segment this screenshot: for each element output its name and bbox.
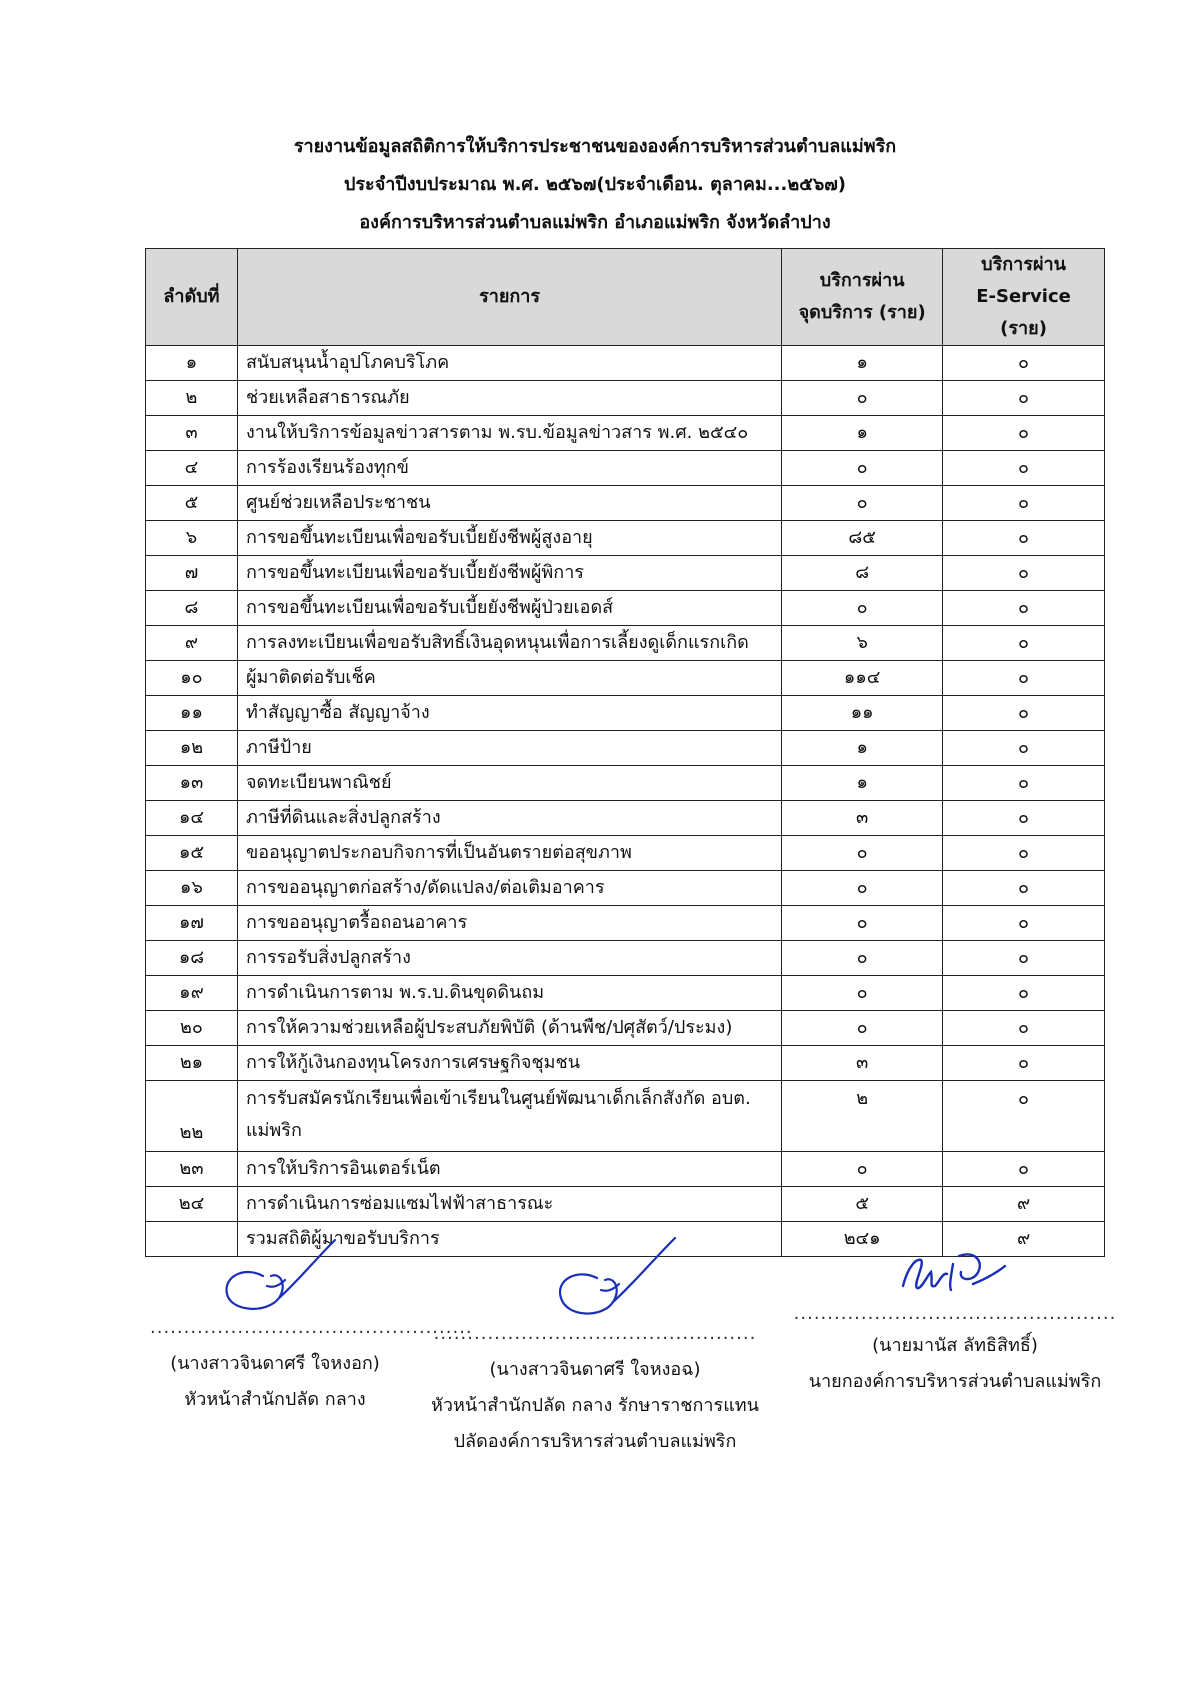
row-onsite: ๐ xyxy=(782,906,943,941)
row-onsite: ๑ xyxy=(782,416,943,451)
row-no: ๒ xyxy=(146,381,238,416)
row-item xyxy=(237,1081,781,1152)
row-item-line1: การรับสมัครนักเรียนเพื่อเข้าเรียนในศูนย์พัฒนาเด็กเล็กสังกัด อบต. xyxy=(245,1088,751,1109)
table-row xyxy=(146,381,1105,416)
total-onsite: ๒๔๑ xyxy=(782,1222,943,1257)
row-item: การขอขึ้นทะเบียนเพื่อขอรับเบี้ยยังชีพผู้ป่วยเอดส์ xyxy=(237,591,781,626)
row-no: ๗ xyxy=(146,556,238,591)
signature-middle-name: (นางสาวจินดาศรี ใจหงอฉ) xyxy=(489,1359,701,1380)
row-no: ๑๓ xyxy=(146,766,238,801)
header-eservice-line2: E-Service (ราย) xyxy=(976,286,1071,339)
row-no: ๑ xyxy=(146,346,238,381)
statistics-table xyxy=(145,248,1105,1257)
row-item: การขออนุญาตรื้อถอนอาคาร xyxy=(237,906,781,941)
row-eservice: ๐ xyxy=(943,836,1105,871)
row-item: การลงทะเบียนเพื่อขอรับสิทธิ์เงินอุดหนุนเพื่อการเลี้ยงดูเด็กแรกเกิด xyxy=(237,626,781,661)
row-no: ๙ xyxy=(146,626,238,661)
row-no: ๑๔ xyxy=(146,801,238,836)
row-onsite: ๐ xyxy=(782,871,943,906)
signature-right-image xyxy=(855,1236,1055,1306)
row-item: สนับสนุนน้ำอุปโภคบริโภค xyxy=(237,346,781,381)
signature-middle-image xyxy=(485,1236,705,1326)
row-item: การขอขึ้นทะเบียนเพื่อขอรับเบี้ยยังชีพผู้พิการ xyxy=(237,556,781,591)
table-row xyxy=(146,1081,1105,1152)
row-item: การขอขึ้นทะเบียนเพื่อขอรับเบี้ยยังชีพผู้สูงอายุ xyxy=(237,521,781,556)
row-onsite: ๐ xyxy=(782,486,943,521)
row-no: ๒๑ xyxy=(146,1046,238,1081)
row-onsite: ๘ xyxy=(782,556,943,591)
row-eservice: ๐ xyxy=(943,591,1105,626)
signature-middle-dots: ................................................ xyxy=(433,1323,757,1344)
row-eservice: ๐ xyxy=(943,1011,1105,1046)
row-no: ๑๕ xyxy=(146,836,238,871)
table-row xyxy=(146,836,1105,871)
row-no: ๓ xyxy=(146,416,238,451)
row-eservice: ๐ xyxy=(943,451,1105,486)
row-eservice: ๙ xyxy=(943,1187,1105,1222)
row-onsite: ๐ xyxy=(782,836,943,871)
row-onsite: ๑ xyxy=(782,346,943,381)
row-onsite: ๘๕ xyxy=(782,521,943,556)
row-item: การร้องเรียนร้องทุกข์ xyxy=(237,451,781,486)
table-row xyxy=(146,976,1105,1011)
row-item: การให้บริการอินเตอร์เน็ต xyxy=(237,1152,781,1187)
row-item: การให้ความช่วยเหลือผู้ประสบภัยพิบัติ (ด้านพืช/ปศุสัตว์/ประมง) xyxy=(237,1011,781,1046)
table-row xyxy=(146,346,1105,381)
row-item: จดทะเบียนพาณิชย์ xyxy=(237,766,781,801)
row-eservice: ๐ xyxy=(943,416,1105,451)
row-eservice: ๐ xyxy=(943,941,1105,976)
row-onsite: ๑ xyxy=(782,766,943,801)
signature-right-position: นายกองค์การบริหารส่วนตำบลแม่พริก xyxy=(808,1371,1102,1392)
signature-middle-position-2: ปลัดองค์การบริหารส่วนตำบลแม่พริก xyxy=(453,1431,737,1452)
row-item: ขออนุญาตประกอบกิจการที่เป็นอันตรายต่อสุขภาพ xyxy=(237,836,781,871)
table-row xyxy=(146,416,1105,451)
row-eservice: ๐ xyxy=(943,346,1105,381)
header-item xyxy=(237,249,781,346)
signature-left-position: หัวหน้าสำนักปลัด กลาง xyxy=(184,1389,366,1410)
row-item: งานให้บริการข้อมูลข่าวสารตาม พ.รบ.ข้อมูลข่าวสาร พ.ศ. ๒๕๔๐ xyxy=(237,416,781,451)
row-no: ๒๔ xyxy=(146,1187,238,1222)
row-item: ช่วยเหลือสาธารณภัย xyxy=(237,381,781,416)
row-onsite: ๐ xyxy=(782,451,943,486)
report-title: รายงานข้อมูลสถิติการให้บริการประชาชนขององค์การบริหารส่วนตำบลแม่พริก xyxy=(293,136,897,157)
row-item: การรอรับสิ่งปลูกสร้าง xyxy=(237,941,781,976)
header-no-label: ลำดับที่ xyxy=(163,286,220,307)
row-item-line2: แม่พริก xyxy=(245,1120,302,1141)
row-item: ศูนย์ช่วยเหลือประชาชน xyxy=(237,486,781,521)
table-row xyxy=(146,906,1105,941)
row-onsite: ๐ xyxy=(782,1152,943,1187)
row-no: ๑๗ xyxy=(146,906,238,941)
signature-middle-position-1: หัวหน้าสำนักปลัด กลาง รักษาราชการแทน xyxy=(431,1395,759,1416)
row-eservice: ๐ xyxy=(943,381,1105,416)
row-onsite: ๐ xyxy=(782,591,943,626)
row-no: ๒๓ xyxy=(146,1152,238,1187)
row-onsite: ๐ xyxy=(782,941,943,976)
signature-block-right xyxy=(790,1236,1120,1400)
row-onsite: ๓ xyxy=(782,801,943,836)
row-onsite: ๑ xyxy=(782,731,943,766)
row-item: การดำเนินการตาม พ.ร.บ.ดินขุดดินถม xyxy=(237,976,781,1011)
report-title-block xyxy=(0,128,1190,242)
row-onsite: ๒ xyxy=(782,1081,943,1152)
report-organization: องค์การบริหารส่วนตำบลแม่พริก อำเภอแม่พริก จังหวัดลำปาง xyxy=(359,212,831,233)
table-row xyxy=(146,1187,1105,1222)
row-eservice: ๐ xyxy=(943,1081,1105,1152)
signature-left-dots: ................................................ xyxy=(150,1317,473,1338)
row-onsite: ๕ xyxy=(782,1187,943,1222)
table-row xyxy=(146,1011,1105,1046)
table-row xyxy=(146,696,1105,731)
row-eservice: ๐ xyxy=(943,556,1105,591)
row-no: ๔ xyxy=(146,451,238,486)
signature-left-name: (นางสาวจินดาศรี ใจหงอก) xyxy=(170,1353,380,1374)
row-item: ทำสัญญาซื้อ สัญญาจ้าง xyxy=(237,696,781,731)
row-eservice: ๐ xyxy=(943,731,1105,766)
row-eservice: ๐ xyxy=(943,801,1105,836)
row-no: ๑๘ xyxy=(146,941,238,976)
table-header-row xyxy=(146,249,1105,346)
table-row xyxy=(146,591,1105,626)
signature-right-dots: ................................................ xyxy=(793,1303,1117,1324)
row-no: ๑๐ xyxy=(146,661,238,696)
report-fiscal-year: ประจำปีงบประมาณ พ.ศ. ๒๕๖๗(ประจำเดือน. ตุลาคม...๒๕๖๗) xyxy=(343,174,847,195)
row-eservice: ๐ xyxy=(943,661,1105,696)
row-eservice: ๐ xyxy=(943,766,1105,801)
row-eservice: ๐ xyxy=(943,486,1105,521)
row-onsite: ๑๑๔ xyxy=(782,661,943,696)
table-row xyxy=(146,556,1105,591)
table-row xyxy=(146,626,1105,661)
header-onsite-line2: จุดบริการ (ราย) xyxy=(798,302,926,323)
signature-right-name: (นายมานัส ลัทธิสิทธิ์) xyxy=(872,1335,1038,1356)
row-no: ๖ xyxy=(146,521,238,556)
row-onsite: ๓ xyxy=(782,1046,943,1081)
table-row xyxy=(146,801,1105,836)
row-eservice: ๐ xyxy=(943,1046,1105,1081)
table-row xyxy=(146,486,1105,521)
row-item: ผู้มาติดต่อรับเช็ค xyxy=(237,661,781,696)
row-item: ภาษีป้าย xyxy=(237,731,781,766)
table-row xyxy=(146,451,1105,486)
row-no: ๑๒ xyxy=(146,731,238,766)
table-row xyxy=(146,661,1105,696)
row-eservice: ๐ xyxy=(943,696,1105,731)
row-no: ๕ xyxy=(146,486,238,521)
row-no: ๑๙ xyxy=(146,976,238,1011)
row-no: ๒๒ xyxy=(146,1081,238,1152)
total-eservice: ๙ xyxy=(943,1222,1105,1257)
table-row xyxy=(146,941,1105,976)
row-onsite: ๖ xyxy=(782,626,943,661)
row-onsite: ๑๑ xyxy=(782,696,943,731)
row-eservice: ๐ xyxy=(943,1152,1105,1187)
row-no: ๑๑ xyxy=(146,696,238,731)
row-no: ๘ xyxy=(146,591,238,626)
table-row xyxy=(146,871,1105,906)
signature-left-image xyxy=(175,1236,375,1320)
row-no: ๒๐ xyxy=(146,1011,238,1046)
header-onsite xyxy=(782,249,943,346)
table-row xyxy=(146,1152,1105,1187)
row-item: การให้กู้เงินกองทุนโครงการเศรษฐกิจชุมชน xyxy=(237,1046,781,1081)
header-no xyxy=(146,249,238,346)
row-item: การขออนุญาตก่อสร้าง/ดัดแปลง/ต่อเติมอาคาร xyxy=(237,871,781,906)
table-row xyxy=(146,766,1105,801)
row-eservice: ๐ xyxy=(943,521,1105,556)
row-onsite: ๐ xyxy=(782,976,943,1011)
table-row xyxy=(146,521,1105,556)
row-no: ๑๖ xyxy=(146,871,238,906)
total-label: รวมสถิติผู้มาขอรับบริการ xyxy=(237,1222,781,1257)
row-eservice: ๐ xyxy=(943,906,1105,941)
signature-block-middle xyxy=(415,1236,775,1460)
row-onsite: ๐ xyxy=(782,381,943,416)
row-eservice: ๐ xyxy=(943,871,1105,906)
header-eservice xyxy=(943,249,1105,346)
header-eservice-line1: บริการผ่าน xyxy=(981,254,1066,275)
row-item: ภาษีที่ดินและสิ่งปลูกสร้าง xyxy=(237,801,781,836)
header-onsite-line1: บริการผ่าน xyxy=(819,270,905,291)
header-item-label: รายการ xyxy=(479,286,541,307)
row-eservice: ๐ xyxy=(943,976,1105,1011)
row-eservice: ๐ xyxy=(943,626,1105,661)
row-onsite: ๐ xyxy=(782,1011,943,1046)
row-item: การดำเนินการซ่อมแซมไฟฟ้าสาธารณะ xyxy=(237,1187,781,1222)
table-row xyxy=(146,731,1105,766)
table-row xyxy=(146,1046,1105,1081)
